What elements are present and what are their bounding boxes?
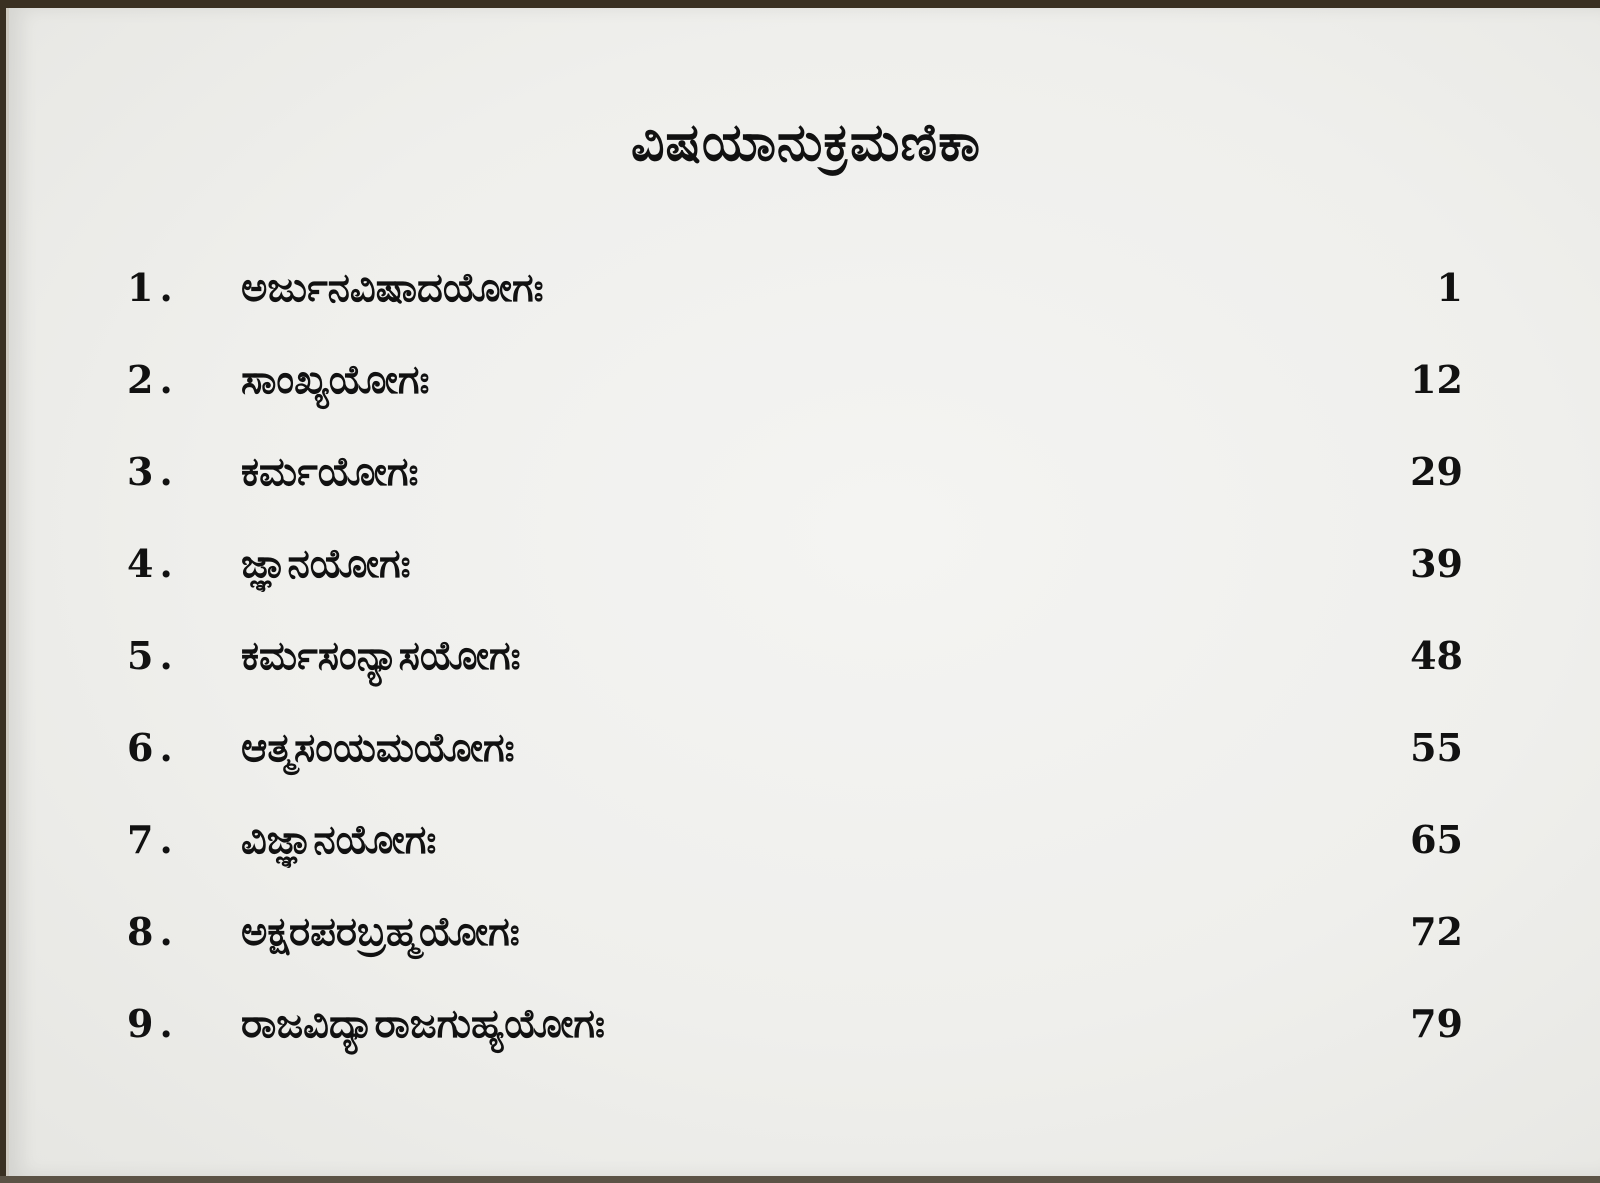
toc-row bbox=[9, 340, 1600, 420]
chapter-number: 9. bbox=[127, 1001, 179, 1046]
page-number: 39 bbox=[1410, 541, 1463, 586]
chapter-number: 8. bbox=[127, 909, 179, 954]
toc-row bbox=[9, 616, 1600, 696]
chapter-number: 3. bbox=[127, 449, 179, 494]
book-page bbox=[6, 8, 1600, 1176]
chapter-title: ರಾಜವಿದ್ಯಾರಾಜಗುಹ್ಯಯೋಗಃ bbox=[241, 1001, 605, 1047]
book-edge bbox=[0, 1176, 1600, 1183]
page-number: 72 bbox=[1410, 909, 1463, 954]
page-number: 12 bbox=[1410, 357, 1463, 402]
chapter-title: ಕರ್ಮಯೋಗಃ bbox=[241, 449, 419, 495]
chapter-title: ಜ್ಞಾನಯೋಗಃ bbox=[241, 541, 411, 587]
toc-row bbox=[9, 248, 1600, 328]
page-number: 1 bbox=[1436, 265, 1463, 310]
page-number: 65 bbox=[1410, 817, 1463, 862]
toc-row bbox=[9, 984, 1600, 1064]
page-number: 55 bbox=[1410, 725, 1463, 770]
chapter-title: ವಿಜ್ಞಾನಯೋಗಃ bbox=[241, 817, 437, 863]
chapter-number: 5. bbox=[127, 633, 179, 678]
chapter-title: ಅಕ್ಷರಪರಬ್ರಹ್ಮಯೋಗಃ bbox=[241, 909, 520, 955]
chapter-title: ಸಾಂಖ್ಯಯೋಗಃ bbox=[241, 357, 430, 403]
chapter-number: 2. bbox=[127, 357, 179, 402]
page-number: 79 bbox=[1410, 1001, 1463, 1046]
toc-row bbox=[9, 708, 1600, 788]
chapter-number: 4. bbox=[127, 541, 179, 586]
toc-row bbox=[9, 800, 1600, 880]
chapter-number: 1. bbox=[127, 265, 179, 310]
chapter-title: ಕರ್ಮಸಂನ್ಯಾಸಯೋಗಃ bbox=[241, 633, 521, 679]
toc-row bbox=[9, 432, 1600, 512]
chapter-title: ಆತ್ಮಸಂಯಮಯೋಗಃ bbox=[241, 725, 515, 771]
chapter-title: ಅರ್ಜುನವಿಷಾದಯೋಗಃ bbox=[241, 265, 544, 311]
page-title: ವಿಷಯಾನುಕ್ರಮಣಿಕಾ bbox=[630, 113, 981, 173]
page-number: 29 bbox=[1410, 449, 1463, 494]
toc-row bbox=[9, 892, 1600, 972]
toc-row bbox=[9, 524, 1600, 604]
chapter-number: 6. bbox=[127, 725, 179, 770]
page-number: 48 bbox=[1410, 633, 1463, 678]
chapter-number: 7. bbox=[127, 817, 179, 862]
